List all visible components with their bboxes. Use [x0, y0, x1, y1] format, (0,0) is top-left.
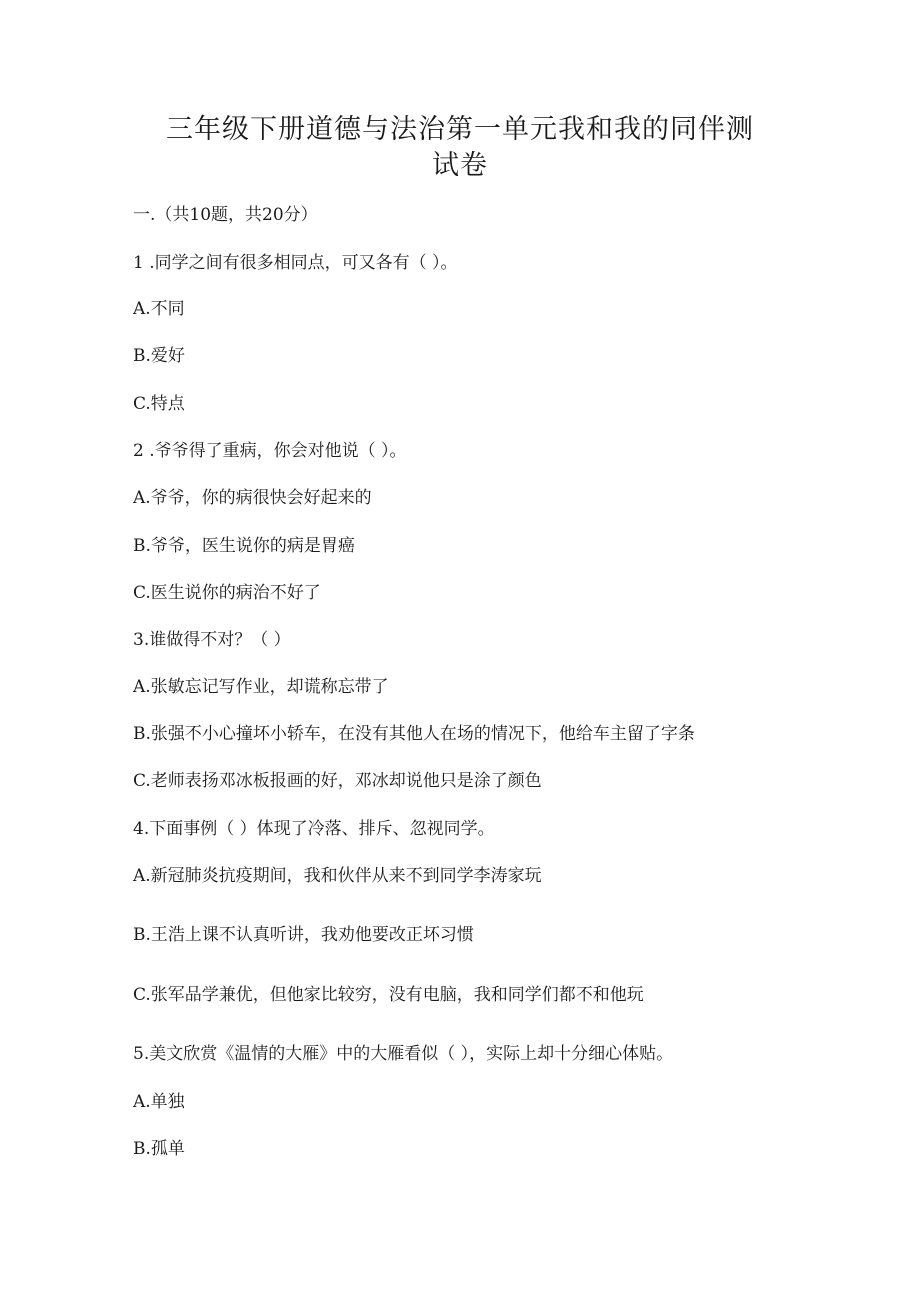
question-1-option-c: C.特点	[133, 394, 185, 414]
question-4-option-a: A.新冠肺炎抗疫期间，我和伙伴从来不到同学李涛家玩	[133, 866, 542, 886]
question-2-option-b: B.爷爷，医生说你的病是胃癌	[133, 536, 355, 556]
question-3-option-b: B.张强不小心撞坏小轿车，在没有其他人在场的情况下，他给车主留了字条	[133, 724, 695, 744]
question-5-stem: 5.美文欣赏《温情的大雁》中的大雁看似（ ），实际上却十分细心体贴。	[133, 1044, 674, 1064]
question-1-option-a: A.不同	[133, 299, 185, 319]
question-3-option-a: A.张敏忘记写作业，却谎称忘带了	[133, 677, 389, 697]
question-2-option-c: C.医生说你的病治不好了	[133, 583, 321, 603]
section-header: 一.（共10题，共20分）	[133, 205, 318, 225]
document-title-line-1: 三年级下册道德与法治第一单元我和我的同伴测	[166, 114, 754, 145]
question-1-stem: 1 .同学之间有很多相同点，可又各有（ ）。	[133, 253, 458, 273]
document-title-line-2: 试卷	[432, 150, 488, 181]
question-1-option-b: B.爱好	[133, 346, 185, 366]
question-5-option-b: B.孤单	[133, 1139, 185, 1159]
question-3-stem: 3.谁做得不对？（ ）	[133, 630, 291, 650]
question-5-option-a: A.单独	[133, 1092, 185, 1112]
question-4-stem: 4.下面事例（ ）体现了冷落、排斥、忽视同学。	[133, 819, 495, 839]
question-2-option-a: A.爷爷，你的病很快会好起来的	[133, 488, 372, 508]
question-4-option-b: B.王浩上课不认真听讲，我劝他要改正坏习惯	[133, 925, 474, 945]
question-3-option-c: C.老师表扬邓冰板报画的好，邓冰却说他只是涂了颜色	[133, 771, 542, 791]
question-4-option-c: C.张军品学兼优，但他家比较穷，没有电脑，我和同学们都不和他玩	[133, 985, 644, 1005]
question-2-stem: 2 .爷爷得了重病，你会对他说（ ）。	[133, 441, 407, 461]
